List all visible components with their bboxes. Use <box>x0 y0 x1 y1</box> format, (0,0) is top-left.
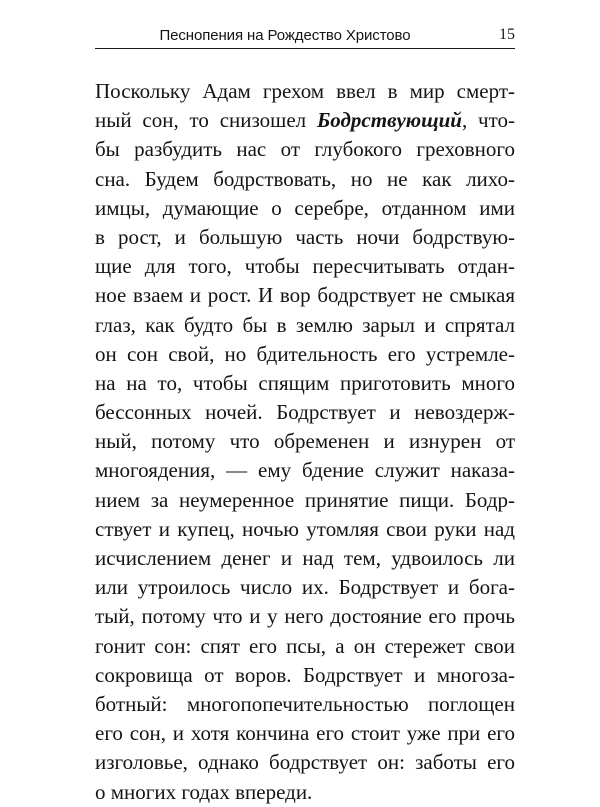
text-fragment: , что- <box>461 108 515 133</box>
running-header <box>95 20 515 49</box>
text-line: нием за неумеренное принятие пищи. Бодр- <box>95 487 515 512</box>
text-line: имцы, думающие о серебре, отданном ими <box>95 195 515 220</box>
text-line: в рост, и большую часть ночи бодрствую- <box>95 224 515 249</box>
text-line: ствует и купец, ночью утомляя свои руки над <box>95 516 515 541</box>
text-line: щие для того, чтобы пересчитывать отдан- <box>95 254 515 279</box>
text-line: гонит сон: спят его псы, а он стережет свои <box>95 633 515 658</box>
text-line: исчислением денег и над тем, удвоилось ли <box>95 546 515 570</box>
text-line: многоядения, — ему бдение служит наказа- <box>95 458 515 483</box>
header-title: Песнопения на Рождество Христово <box>159 27 411 44</box>
text-line: он сон свой, но бдительность его устремле- <box>95 341 515 366</box>
text-fragment: ный сон, то снизошел <box>95 108 317 133</box>
text-line: сокровища от воров. Бодрствует и многоза- <box>95 662 515 687</box>
text-line: или утроилось число их. Бодрствует и бога- <box>95 575 515 600</box>
text-line: сна. Будем бодрствовать, но не как лихо- <box>95 166 515 191</box>
text-line: ное взаем и рост. И вор бодрствует не смыкая <box>95 283 515 308</box>
text-line: глаз, как будто бы в землю зарыл и спрятал <box>95 312 515 337</box>
text-line: изголовье, однако бодрствует он: заботы его <box>95 750 515 775</box>
emphasis-word: Бодрствующий <box>316 108 462 133</box>
text-line: его сон, и хотя кончина его стоит уже при его <box>95 721 515 746</box>
body-text <box>95 77 515 807</box>
text-line: бы разбудить нас от глубокого греховного <box>95 137 515 162</box>
text-line: тый, потому что и у него достояние его прочь <box>95 604 515 629</box>
text-line <box>95 106 515 135</box>
text-line: о многих годах впереди. <box>95 779 313 804</box>
text-line: ный, потому что обременен и изнурен от <box>95 429 515 454</box>
text-line: ботный: многопопечительностью поглощен <box>95 691 515 716</box>
text-line: на на то, чтобы спящим приготовить много <box>95 370 515 395</box>
page-number: 15 <box>499 26 515 43</box>
text-line: бессонных ночей. Бодрствует и невоздерж- <box>95 400 515 425</box>
text-line: Поскольку Адам грехом ввел в мир смерт- <box>95 79 515 103</box>
